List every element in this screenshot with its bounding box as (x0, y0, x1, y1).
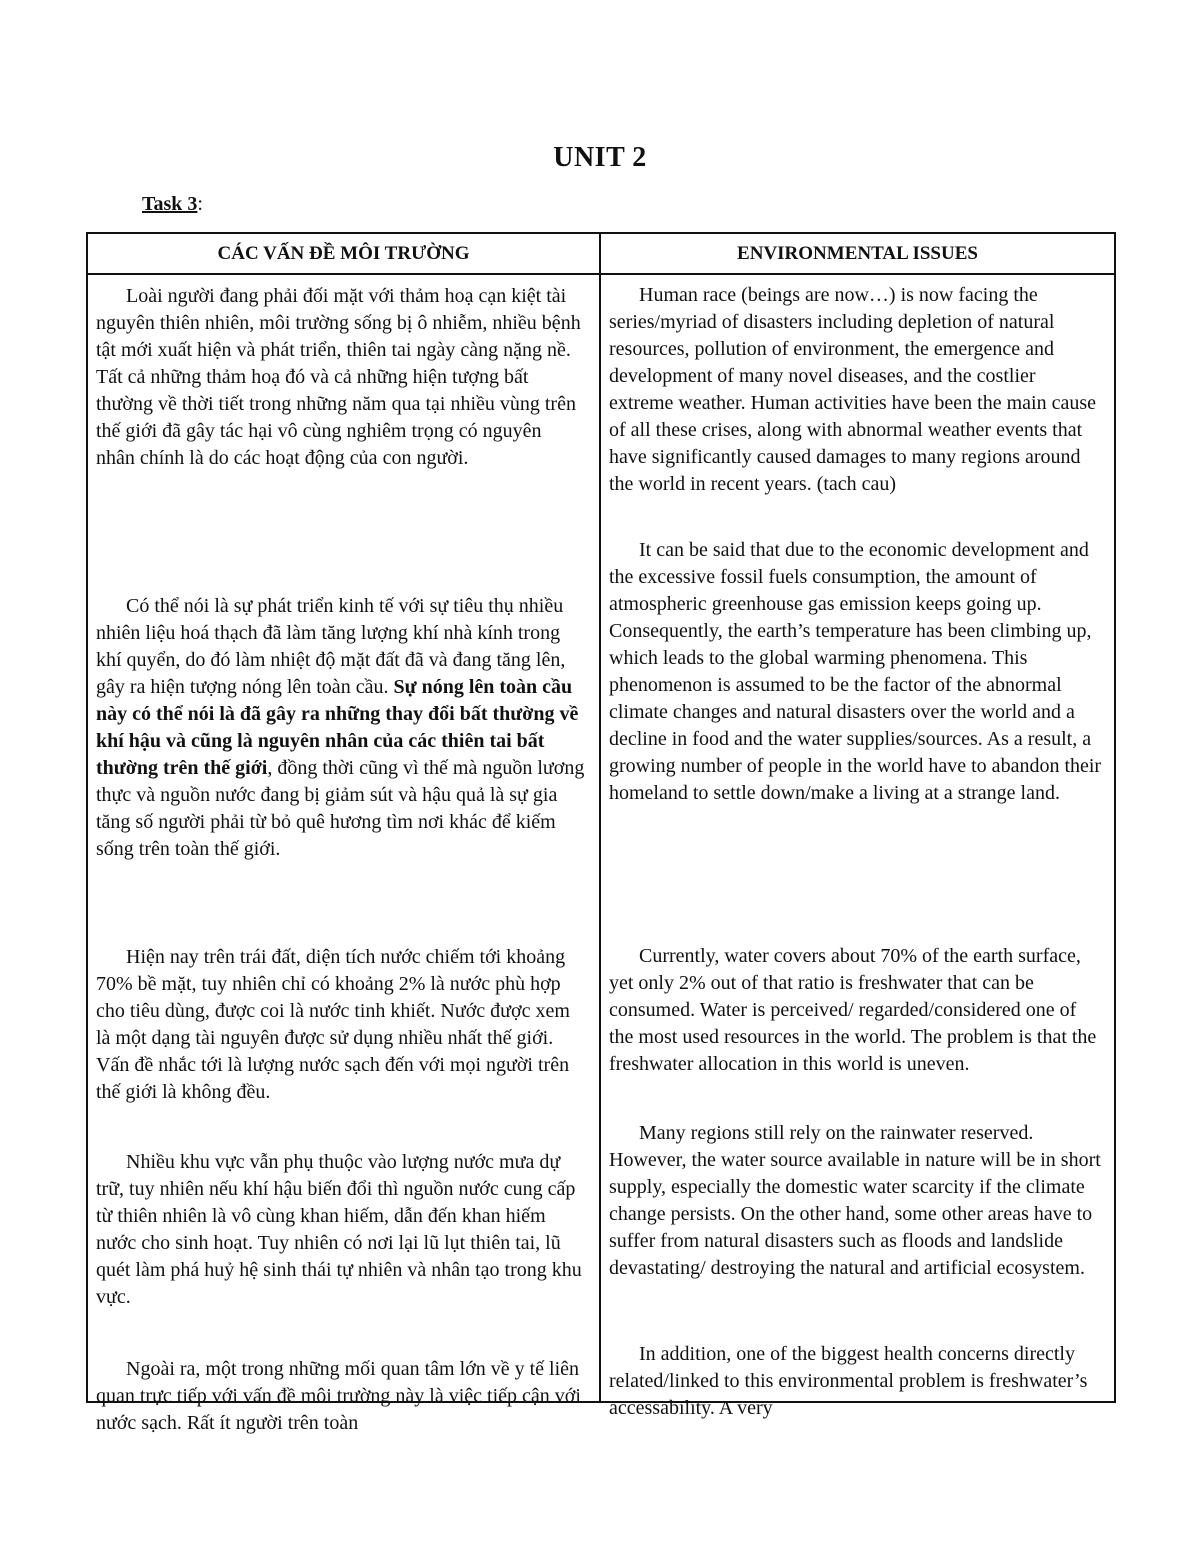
task-label (142, 193, 203, 216)
vietnamese-paragraph-2-part-3: , đồng thời cũng vì thế mà nguồn lương thực và nguồn nước đang bị giảm sút và hậu quả là sự gia tăng số người phải từ bỏ quê hương tìm nơi khác để kiếm sống trên toàn thế giới. (96, 757, 585, 860)
header-english: ENVIRONMENTAL ISSUES (601, 234, 1114, 275)
english-paragraph-3: Currently, water covers about 70% of the earth surface, yet only 2% out of that ratio is freshwater that can be consumed. Water is perceived/ regarded/considered one of the most used resources in the world. The problem is that the freshwater allocation in this world is uneven. (609, 945, 1097, 1075)
english-paragraph-2: It can be said that due to the economic development and the excessive fossil fuels consumption, the amount of atmospheric greenhouse gas emission keeps going up. Consequently, the earth’s temperature has been climbing up, which leads to the global warming phenomena. This phenomenon is assumed to be the factor of the abnormal climate changes and natural disasters over the world and a decline in food and the water supplies/sources. As a result, a growing number of people in the world have to abandon their homeland to settle down/make a living at a strange land. (609, 539, 1102, 804)
vietnamese-paragraph-2 (96, 593, 585, 863)
task-label-colon: : (197, 193, 203, 215)
vietnamese-column (88, 275, 601, 1434)
vietnamese-paragraph-2-part-1: Có thể nói là sự phát triển kinh tế với sự tiêu thụ nhiều nhiên liệu hoá thạch đã làm tăng lượng khí nhà kính trong khí quyển, do đó làm nhiệt độ mặt đất đã và đang tăng lên, gây ra hiện tượng nóng lên toàn cầu. (96, 595, 566, 698)
vietnamese-paragraph-2-bold: Sự nóng lên toàn cầu này có thể nói là đã gây ra những thay đổi bất thường về khí hậu và cũng là nguyên nhân của các thiên tai bất thường trên thế giới (96, 676, 579, 779)
english-paragraph-4: Many regions still rely on the rainwater reserved. However, the water source available in nature will be in short supply, especially the domestic water scarcity if the climate change persists. On the other hand, some other areas have to suffer from natural disasters such as floods and landslide devastating/ destroying the natural and artificial ecosystem. (609, 1122, 1101, 1279)
vietnamese-paragraph-4: Nhiều khu vực vẫn phụ thuộc vào lượng nước mưa dự trữ, tuy nhiên nếu khí hậu biến đổi thì nguồn nước cung cấp từ thiên nhiên là vô cùng khan hiếm, dẫn đến khan hiếm nước cho sinh hoạt. Tuy nhiên có nơi lại lũ lụt thiên tai, lũ quét làm phá huỷ hệ sinh thái tự nhiên và nhân tạo trong khu vực. (96, 1151, 582, 1308)
header-vietnamese: CÁC VẤN ĐỀ MÔI TRƯỜNG (88, 234, 601, 275)
english-paragraph-5: In addition, one of the biggest health concerns directly related/linked to this environmental problem is freshwater’s accessability. A very (609, 1343, 1088, 1419)
vietnamese-paragraph-3: Hiện nay trên trái đất, diện tích nước chiếm tới khoảng 70% bề mặt, tuy nhiên chỉ có khoảng 2% là nước phù hợp cho tiêu dùng, được coi là nước tinh khiết. Nước được xem là một dạng tài nguyên được sử dụng nhiều nhất thế giới. Vấn đề nhắc tới là lượng nước sạch đến với mọi người trên thế giới là không đều. (96, 946, 570, 1103)
translation-table (86, 232, 1116, 1434)
english-paragraph-1: Human race (beings are now…) is now facing the series/myriad of disasters including depletion of natural resources, pollution of environment, the emergence and development of many novel diseases, and the costlier extreme weather. Human activities have been the main cause of all these crises, along with abnormal weather events that have significantly caused damages to many regions around the world in recent years. (tach cau) (609, 284, 1097, 495)
english-column (601, 275, 1114, 1419)
vietnamese-paragraph-1: Loài người đang phải đối mặt với thảm hoạ cạn kiệt tài nguyên thiên nhiên, môi trường sống bị ô nhiễm, nhiều bệnh tật mới xuất hiện và phát triển, thiên tai ngày càng nặng nề. Tất cả những thảm hoạ đó và cả những hiện tượng bất thường về thời tiết trong những năm qua tại nhiều vùng trên thế giới đã gây tác hại vô cùng nghiêm trọng có nguyên nhân chính là do các hoạt động của con người. (96, 285, 581, 469)
page-title: UNIT 2 (553, 142, 647, 173)
task-label-text: Task 3 (142, 193, 198, 215)
vietnamese-paragraph-5: Ngoài ra, một trong những mối quan tâm lớn về y tế liên quan trực tiếp với vấn đề môi trường này là việc tiếp cận với nước sạch. Rất ít người trên toàn (96, 1358, 581, 1434)
